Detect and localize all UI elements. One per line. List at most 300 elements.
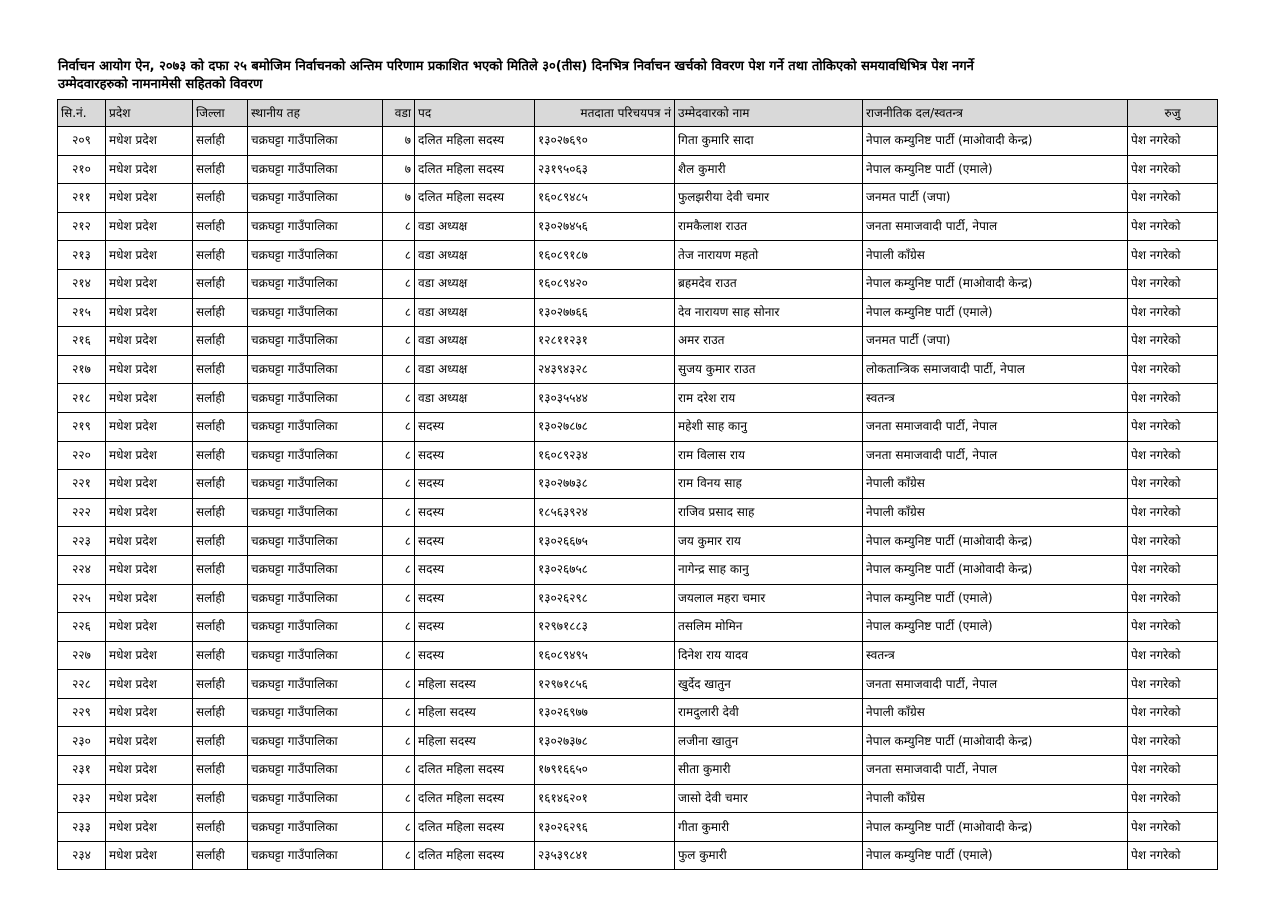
table-row bbox=[58, 698, 1218, 727]
cell-voter-id: १३०२७७३८ bbox=[535, 470, 675, 499]
heading-line-2: उम्मेदवारहरुको नामनामेसी सहितको विवरण bbox=[58, 77, 263, 92]
cell-party: नेपाली काँग्रेस bbox=[863, 498, 1128, 527]
cell-post: दलित महिला सदस्य bbox=[415, 841, 535, 870]
cell-local-level: चक्रघट्टा गाउँपालिका bbox=[248, 241, 383, 270]
cell-serial-number: २१५ bbox=[58, 298, 106, 327]
cell-post: महिला सदस्य bbox=[415, 670, 535, 699]
table-row bbox=[58, 756, 1218, 785]
cell-serial-number: २२३ bbox=[58, 527, 106, 556]
cell-local-level: चक्रघट्टा गाउँपालिका bbox=[248, 298, 383, 327]
cell-post: सदस्य bbox=[415, 441, 535, 470]
cell-district: सर्लाही bbox=[193, 470, 248, 499]
table-row bbox=[58, 298, 1218, 327]
cell-party: नेपाल कम्युनिष्ट पार्टी (एमाले) bbox=[863, 584, 1128, 613]
cell-district: सर्लाही bbox=[193, 756, 248, 785]
cell-status: पेश नगरेको bbox=[1128, 355, 1218, 384]
cell-status: पेश नगरेको bbox=[1128, 212, 1218, 241]
cell-status: पेश नगरेको bbox=[1128, 127, 1218, 156]
cell-candidate-name: खुर्देद खातुन bbox=[675, 670, 863, 699]
candidates-table bbox=[57, 99, 1218, 870]
cell-voter-id: १३०२६७५८ bbox=[535, 555, 675, 584]
cell-post: दलित महिला सदस्य bbox=[415, 784, 535, 813]
cell-province: मधेश प्रदेश bbox=[106, 698, 193, 727]
cell-ward: ८ bbox=[383, 841, 415, 870]
cell-candidate-name: गीता कुमारी bbox=[675, 813, 863, 842]
table-body bbox=[58, 127, 1218, 870]
cell-local-level: चक्रघट्टा गाउँपालिका bbox=[248, 384, 383, 413]
cell-status: पेश नगरेको bbox=[1128, 784, 1218, 813]
cell-status: पेश नगरेको bbox=[1128, 298, 1218, 327]
cell-local-level: चक्रघट्टा गाउँपालिका bbox=[248, 212, 383, 241]
cell-serial-number: २२२ bbox=[58, 498, 106, 527]
cell-serial-number: २२४ bbox=[58, 555, 106, 584]
header-local-level: स्थानीय तह bbox=[248, 100, 383, 127]
cell-candidate-name: फुल कुमारी bbox=[675, 841, 863, 870]
cell-province: मधेश प्रदेश bbox=[106, 613, 193, 642]
cell-post: वडा अध्यक्ष bbox=[415, 327, 535, 356]
cell-province: मधेश प्रदेश bbox=[106, 298, 193, 327]
header-serial-number: सि.नं. bbox=[58, 100, 106, 127]
cell-serial-number: २३१ bbox=[58, 756, 106, 785]
cell-post: सदस्य bbox=[415, 584, 535, 613]
cell-ward: ७ bbox=[383, 155, 415, 184]
cell-serial-number: २१३ bbox=[58, 241, 106, 270]
cell-status: पेश नगरेको bbox=[1128, 813, 1218, 842]
cell-district: सर्लाही bbox=[193, 212, 248, 241]
cell-party: नेपाल कम्युनिष्ट पार्टी (एमाले) bbox=[863, 298, 1128, 327]
cell-voter-id: १२९७१८५६ bbox=[535, 670, 675, 699]
cell-candidate-name: तेज नारायण महतो bbox=[675, 241, 863, 270]
cell-ward: ८ bbox=[383, 727, 415, 756]
cell-candidate-name: तसलिम मोमिन bbox=[675, 613, 863, 642]
cell-serial-number: २३२ bbox=[58, 784, 106, 813]
cell-voter-id: १७९१६६५० bbox=[535, 756, 675, 785]
cell-district: सर्लाही bbox=[193, 698, 248, 727]
cell-serial-number: २१६ bbox=[58, 327, 106, 356]
cell-ward: ८ bbox=[383, 555, 415, 584]
cell-status: पेश नगरेको bbox=[1128, 241, 1218, 270]
cell-party: नेपाल कम्युनिष्ट पार्टी (माओवादी केन्द्र) bbox=[863, 555, 1128, 584]
cell-voter-id: २४३९४३२८ bbox=[535, 355, 675, 384]
table-row bbox=[58, 470, 1218, 499]
cell-party: स्वतन्त्र bbox=[863, 384, 1128, 413]
cell-candidate-name: रामकैलाश राउत bbox=[675, 212, 863, 241]
header-voter-id: मतदाता परिचयपत्र नं bbox=[535, 100, 675, 127]
cell-district: सर्लाही bbox=[193, 498, 248, 527]
cell-party: जनता समाजवादी पार्टी, नेपाल bbox=[863, 670, 1128, 699]
cell-party: नेपाल कम्युनिष्ट पार्टी (माओवादी केन्द्र) bbox=[863, 813, 1128, 842]
cell-serial-number: २२८ bbox=[58, 670, 106, 699]
cell-province: मधेश प्रदेश bbox=[106, 127, 193, 156]
cell-voter-id: १३०२७६९० bbox=[535, 127, 675, 156]
cell-serial-number: २१९ bbox=[58, 412, 106, 441]
cell-status: पेश नगरेको bbox=[1128, 613, 1218, 642]
cell-district: सर्लाही bbox=[193, 127, 248, 156]
cell-province: मधेश प्रदेश bbox=[106, 670, 193, 699]
cell-serial-number: २१८ bbox=[58, 384, 106, 413]
cell-status: पेश नगरेको bbox=[1128, 384, 1218, 413]
cell-province: मधेश प्रदेश bbox=[106, 470, 193, 499]
cell-province: मधेश प्रदेश bbox=[106, 355, 193, 384]
cell-local-level: चक्रघट्टा गाउँपालिका bbox=[248, 412, 383, 441]
cell-district: सर्लाही bbox=[193, 184, 248, 213]
cell-candidate-name: अमर राउत bbox=[675, 327, 863, 356]
cell-voter-id: १६१४६२०१ bbox=[535, 784, 675, 813]
cell-voter-id: १३०२७४५६ bbox=[535, 212, 675, 241]
cell-post: दलित महिला सदस्य bbox=[415, 127, 535, 156]
cell-province: मधेश प्रदेश bbox=[106, 784, 193, 813]
cell-party: स्वतन्त्र bbox=[863, 641, 1128, 670]
cell-serial-number: २२० bbox=[58, 441, 106, 470]
cell-province: मधेश प्रदेश bbox=[106, 555, 193, 584]
cell-local-level: चक्रघट्टा गाउँपालिका bbox=[248, 698, 383, 727]
table-row bbox=[58, 841, 1218, 870]
cell-district: सर्लाही bbox=[193, 841, 248, 870]
cell-local-level: चक्रघट्टा गाउँपालिका bbox=[248, 355, 383, 384]
cell-province: मधेश प्रदेश bbox=[106, 498, 193, 527]
cell-district: सर्लाही bbox=[193, 813, 248, 842]
cell-district: सर्लाही bbox=[193, 269, 248, 298]
cell-candidate-name: दिनेश राय यादव bbox=[675, 641, 863, 670]
cell-status: पेश नगरेको bbox=[1128, 584, 1218, 613]
cell-candidate-name: राम दरेश राय bbox=[675, 384, 863, 413]
cell-voter-id: १६०८९१८७ bbox=[535, 241, 675, 270]
cell-party: नेपाली काँग्रेस bbox=[863, 698, 1128, 727]
cell-province: मधेश प्रदेश bbox=[106, 441, 193, 470]
cell-party: जनमत पार्टी (जपा) bbox=[863, 184, 1128, 213]
table-row bbox=[58, 613, 1218, 642]
header-party: राजनीतिक दल/स्वतन्त्र bbox=[863, 100, 1128, 127]
table-row bbox=[58, 327, 1218, 356]
cell-post: वडा अध्यक्ष bbox=[415, 241, 535, 270]
cell-ward: ८ bbox=[383, 813, 415, 842]
cell-province: मधेश प्रदेश bbox=[106, 241, 193, 270]
cell-post: वडा अध्यक्ष bbox=[415, 384, 535, 413]
cell-post: दलित महिला सदस्य bbox=[415, 756, 535, 785]
cell-status: पेश नगरेको bbox=[1128, 670, 1218, 699]
cell-province: मधेश प्रदेश bbox=[106, 212, 193, 241]
cell-ward: ८ bbox=[383, 441, 415, 470]
table-row bbox=[58, 641, 1218, 670]
cell-local-level: चक्रघट्टा गाउँपालिका bbox=[248, 498, 383, 527]
header-province: प्रदेश bbox=[106, 100, 193, 127]
cell-status: पेश नगरेको bbox=[1128, 698, 1218, 727]
cell-post: सदस्य bbox=[415, 555, 535, 584]
cell-post: दलित महिला सदस्य bbox=[415, 813, 535, 842]
cell-district: सर्लाही bbox=[193, 298, 248, 327]
cell-local-level: चक्रघट्टा गाउँपालिका bbox=[248, 527, 383, 556]
cell-serial-number: २१० bbox=[58, 155, 106, 184]
cell-ward: ८ bbox=[383, 527, 415, 556]
cell-local-level: चक्रघट्टा गाउँपालिका bbox=[248, 727, 383, 756]
cell-local-level: चक्रघट्टा गाउँपालिका bbox=[248, 155, 383, 184]
cell-candidate-name: ब्रहमदेव राउत bbox=[675, 269, 863, 298]
cell-candidate-name: राम विलास राय bbox=[675, 441, 863, 470]
cell-voter-id: १३०२६२९६ bbox=[535, 813, 675, 842]
cell-voter-id: २३५३९८४१ bbox=[535, 841, 675, 870]
cell-candidate-name: लजीना खातुन bbox=[675, 727, 863, 756]
cell-post: सदस्य bbox=[415, 470, 535, 499]
cell-local-level: चक्रघट्टा गाउँपालिका bbox=[248, 641, 383, 670]
cell-serial-number: २११ bbox=[58, 184, 106, 213]
cell-voter-id: १३०२७८७८ bbox=[535, 412, 675, 441]
cell-province: मधेश प्रदेश bbox=[106, 727, 193, 756]
cell-district: सर्लाही bbox=[193, 412, 248, 441]
cell-status: पेश नगरेको bbox=[1128, 184, 1218, 213]
cell-voter-id: १२८११२३१ bbox=[535, 327, 675, 356]
table-row bbox=[58, 727, 1218, 756]
cell-province: मधेश प्रदेश bbox=[106, 269, 193, 298]
cell-voter-id: १३०२७७६६ bbox=[535, 298, 675, 327]
table-row bbox=[58, 584, 1218, 613]
cell-district: सर्लाही bbox=[193, 670, 248, 699]
cell-ward: ८ bbox=[383, 355, 415, 384]
cell-ward: ८ bbox=[383, 327, 415, 356]
cell-candidate-name: महेशी साह कानु bbox=[675, 412, 863, 441]
cell-party: जनता समाजवादी पार्टी, नेपाल bbox=[863, 756, 1128, 785]
cell-post: वडा अध्यक्ष bbox=[415, 212, 535, 241]
cell-status: पेश नगरेको bbox=[1128, 527, 1218, 556]
cell-serial-number: २२९ bbox=[58, 698, 106, 727]
cell-candidate-name: जयलाल महरा चमार bbox=[675, 584, 863, 613]
cell-district: सर्लाही bbox=[193, 327, 248, 356]
cell-party: नेपाली काँग्रेस bbox=[863, 470, 1128, 499]
cell-serial-number: २१७ bbox=[58, 355, 106, 384]
cell-post: वडा अध्यक्ष bbox=[415, 355, 535, 384]
cell-candidate-name: जासो देवी चमार bbox=[675, 784, 863, 813]
cell-serial-number: २०९ bbox=[58, 127, 106, 156]
cell-status: पेश नगरेको bbox=[1128, 727, 1218, 756]
cell-local-level: चक्रघट्टा गाउँपालिका bbox=[248, 327, 383, 356]
cell-province: मधेश प्रदेश bbox=[106, 813, 193, 842]
cell-ward: ८ bbox=[383, 241, 415, 270]
cell-candidate-name: रामदुलारी देवी bbox=[675, 698, 863, 727]
cell-voter-id: १३०२६२९८ bbox=[535, 584, 675, 613]
cell-status: पेश नगरेको bbox=[1128, 441, 1218, 470]
cell-local-level: चक्रघट्टा गाउँपालिका bbox=[248, 670, 383, 699]
cell-voter-id: १३०२७३७८ bbox=[535, 727, 675, 756]
table-row bbox=[58, 212, 1218, 241]
table-row bbox=[58, 555, 1218, 584]
cell-party: नेपाल कम्युनिष्ट पार्टी (एमाले) bbox=[863, 155, 1128, 184]
heading-line-1: निर्वाचन आयोग ऐन, २०७३ को दफा २५ बमोजिम निर्वाचनको अन्तिम परिणाम प्रकाशित भएको मितिले ३०(तीस) दिनभित्र निर्वाचन खर्चको विवरण पेश गर्ने तथा तोकिएको समयावधिभित्र पेश नगर्ने bbox=[58, 59, 974, 74]
cell-party: नेपाल कम्युनिष्ट पार्टी (माओवादी केन्द्र) bbox=[863, 127, 1128, 156]
cell-candidate-name: सुजय कुमार राउत bbox=[675, 355, 863, 384]
cell-candidate-name: राजिव प्रसाद साह bbox=[675, 498, 863, 527]
cell-status: पेश नगरेको bbox=[1128, 470, 1218, 499]
cell-serial-number: २३४ bbox=[58, 841, 106, 870]
table-row bbox=[58, 269, 1218, 298]
cell-party: जनमत पार्टी (जपा) bbox=[863, 327, 1128, 356]
cell-ward: ८ bbox=[383, 269, 415, 298]
header-post: पद bbox=[415, 100, 535, 127]
cell-province: मधेश प्रदेश bbox=[106, 841, 193, 870]
cell-serial-number: २२७ bbox=[58, 641, 106, 670]
cell-province: मधेश प्रदेश bbox=[106, 155, 193, 184]
cell-party: नेपाल कम्युनिष्ट पार्टी (एमाले) bbox=[863, 613, 1128, 642]
table-row bbox=[58, 670, 1218, 699]
cell-party: नेपाली काँग्रेस bbox=[863, 784, 1128, 813]
cell-province: मधेश प्रदेश bbox=[106, 327, 193, 356]
header-district: जिल्ला bbox=[193, 100, 248, 127]
cell-status: पेश नगरेको bbox=[1128, 412, 1218, 441]
cell-party: नेपाली काँग्रेस bbox=[863, 241, 1128, 270]
table-row bbox=[58, 241, 1218, 270]
table-row bbox=[58, 527, 1218, 556]
cell-voter-id: १३०२६६७५ bbox=[535, 527, 675, 556]
cell-candidate-name: गिता कुमारि सादा bbox=[675, 127, 863, 156]
cell-local-level: चक्रघट्टा गाउँपालिका bbox=[248, 584, 383, 613]
cell-voter-id: १३०३५५४४ bbox=[535, 384, 675, 413]
table-row bbox=[58, 813, 1218, 842]
cell-serial-number: २२५ bbox=[58, 584, 106, 613]
cell-ward: ८ bbox=[383, 641, 415, 670]
cell-ward: ८ bbox=[383, 470, 415, 499]
table-header-row bbox=[58, 100, 1218, 127]
cell-district: सर्लाही bbox=[193, 527, 248, 556]
cell-status: पेश नगरेको bbox=[1128, 756, 1218, 785]
cell-local-level: चक्रघट्टा गाउँपालिका bbox=[248, 184, 383, 213]
cell-candidate-name: फुलझरीया देवी चमार bbox=[675, 184, 863, 213]
cell-party: नेपाल कम्युनिष्ट पार्टी (माओवादी केन्द्र) bbox=[863, 727, 1128, 756]
cell-district: सर्लाही bbox=[193, 555, 248, 584]
cell-post: सदस्य bbox=[415, 527, 535, 556]
cell-candidate-name: नागेन्द्र साह कानु bbox=[675, 555, 863, 584]
cell-ward: ८ bbox=[383, 613, 415, 642]
cell-local-level: चक्रघट्टा गाउँपालिका bbox=[248, 784, 383, 813]
cell-serial-number: २३० bbox=[58, 727, 106, 756]
cell-ward: ८ bbox=[383, 584, 415, 613]
cell-post: वडा अध्यक्ष bbox=[415, 269, 535, 298]
cell-district: सर्लाही bbox=[193, 355, 248, 384]
cell-local-level: चक्रघट्टा गाउँपालिका bbox=[248, 613, 383, 642]
cell-district: सर्लाही bbox=[193, 784, 248, 813]
cell-ward: ८ bbox=[383, 498, 415, 527]
table-row bbox=[58, 384, 1218, 413]
cell-voter-id: १८५६३९२४ bbox=[535, 498, 675, 527]
cell-status: पेश नगरेको bbox=[1128, 841, 1218, 870]
cell-district: सर्लाही bbox=[193, 384, 248, 413]
cell-voter-id: १६०८९४९५ bbox=[535, 641, 675, 670]
cell-status: पेश नगरेको bbox=[1128, 269, 1218, 298]
cell-district: सर्लाही bbox=[193, 155, 248, 184]
table-row bbox=[58, 155, 1218, 184]
cell-voter-id: १३०२६९७७ bbox=[535, 698, 675, 727]
cell-province: मधेश प्रदेश bbox=[106, 756, 193, 785]
cell-party: नेपाल कम्युनिष्ट पार्टी (माओवादी केन्द्र) bbox=[863, 269, 1128, 298]
cell-party: लोकतान्त्रिक समाजवादी पार्टी, नेपाल bbox=[863, 355, 1128, 384]
cell-province: मधेश प्रदेश bbox=[106, 527, 193, 556]
cell-local-level: चक्रघट्टा गाउँपालिका bbox=[248, 841, 383, 870]
cell-province: मधेश प्रदेश bbox=[106, 384, 193, 413]
cell-post: वडा अध्यक्ष bbox=[415, 298, 535, 327]
cell-ward: ८ bbox=[383, 756, 415, 785]
cell-ward: ७ bbox=[383, 127, 415, 156]
cell-post: सदस्य bbox=[415, 613, 535, 642]
cell-district: सर्लाही bbox=[193, 441, 248, 470]
cell-ward: ८ bbox=[383, 384, 415, 413]
cell-local-level: चक्रघट्टा गाउँपालिका bbox=[248, 813, 383, 842]
table-row bbox=[58, 127, 1218, 156]
cell-serial-number: २२६ bbox=[58, 613, 106, 642]
cell-candidate-name: सीता कुमारी bbox=[675, 756, 863, 785]
cell-status: पेश नगरेको bbox=[1128, 155, 1218, 184]
table-row bbox=[58, 784, 1218, 813]
cell-ward: ८ bbox=[383, 212, 415, 241]
cell-local-level: चक्रघट्टा गाउँपालिका bbox=[248, 470, 383, 499]
cell-post: सदस्य bbox=[415, 641, 535, 670]
cell-district: सर्लाही bbox=[193, 613, 248, 642]
cell-party: नेपाल कम्युनिष्ट पार्टी (माओवादी केन्द्र) bbox=[863, 527, 1128, 556]
cell-serial-number: २३३ bbox=[58, 813, 106, 842]
cell-province: मधेश प्रदेश bbox=[106, 412, 193, 441]
cell-status: पेश नगरेको bbox=[1128, 327, 1218, 356]
table-row bbox=[58, 441, 1218, 470]
cell-status: पेश नगरेको bbox=[1128, 498, 1218, 527]
cell-local-level: चक्रघट्टा गाउँपालिका bbox=[248, 127, 383, 156]
cell-ward: ८ bbox=[383, 412, 415, 441]
document-heading bbox=[58, 58, 1228, 94]
cell-candidate-name: देव नारायण साह सोनार bbox=[675, 298, 863, 327]
cell-post: दलित महिला सदस्य bbox=[415, 184, 535, 213]
cell-post: महिला सदस्य bbox=[415, 727, 535, 756]
cell-ward: ७ bbox=[383, 184, 415, 213]
cell-local-level: चक्रघट्टा गाउँपालिका bbox=[248, 441, 383, 470]
cell-voter-id: १२९७१८८३ bbox=[535, 613, 675, 642]
cell-ward: ८ bbox=[383, 298, 415, 327]
cell-voter-id: १६०८९२३४ bbox=[535, 441, 675, 470]
cell-post: सदस्य bbox=[415, 498, 535, 527]
table-row bbox=[58, 498, 1218, 527]
cell-province: मधेश प्रदेश bbox=[106, 584, 193, 613]
cell-local-level: चक्रघट्टा गाउँपालिका bbox=[248, 555, 383, 584]
cell-local-level: चक्रघट्टा गाउँपालिका bbox=[248, 269, 383, 298]
table-row bbox=[58, 355, 1218, 384]
cell-district: सर्लाही bbox=[193, 727, 248, 756]
cell-province: मधेश प्रदेश bbox=[106, 184, 193, 213]
cell-post: सदस्य bbox=[415, 412, 535, 441]
cell-ward: ८ bbox=[383, 784, 415, 813]
cell-province: मधेश प्रदेश bbox=[106, 641, 193, 670]
cell-serial-number: २२१ bbox=[58, 470, 106, 499]
table-row bbox=[58, 184, 1218, 213]
cell-local-level: चक्रघट्टा गाउँपालिका bbox=[248, 756, 383, 785]
cell-serial-number: २१४ bbox=[58, 269, 106, 298]
cell-party: नेपाल कम्युनिष्ट पार्टी (एमाले) bbox=[863, 841, 1128, 870]
cell-voter-id: २३१९५०६३ bbox=[535, 155, 675, 184]
header-status: रुजु bbox=[1128, 100, 1218, 127]
cell-candidate-name: जय कुमार राय bbox=[675, 527, 863, 556]
cell-candidate-name: राम विनय साह bbox=[675, 470, 863, 499]
cell-party: जनता समाजवादी पार्टी, नेपाल bbox=[863, 212, 1128, 241]
cell-status: पेश नगरेको bbox=[1128, 555, 1218, 584]
cell-ward: ८ bbox=[383, 670, 415, 699]
cell-ward: ८ bbox=[383, 698, 415, 727]
cell-party: जनता समाजवादी पार्टी, नेपाल bbox=[863, 441, 1128, 470]
cell-voter-id: १६०८९४२० bbox=[535, 269, 675, 298]
cell-district: सर्लाही bbox=[193, 241, 248, 270]
cell-district: सर्लाही bbox=[193, 641, 248, 670]
cell-post: दलित महिला सदस्य bbox=[415, 155, 535, 184]
cell-party: जनता समाजवादी पार्टी, नेपाल bbox=[863, 412, 1128, 441]
cell-voter-id: १६०८९४८५ bbox=[535, 184, 675, 213]
cell-serial-number: २१२ bbox=[58, 212, 106, 241]
header-candidate-name: उम्मेदवारको नाम bbox=[675, 100, 863, 127]
cell-district: सर्लाही bbox=[193, 584, 248, 613]
cell-candidate-name: शैल कुमारी bbox=[675, 155, 863, 184]
header-ward: वडा bbox=[383, 100, 415, 127]
cell-post: महिला सदस्य bbox=[415, 698, 535, 727]
